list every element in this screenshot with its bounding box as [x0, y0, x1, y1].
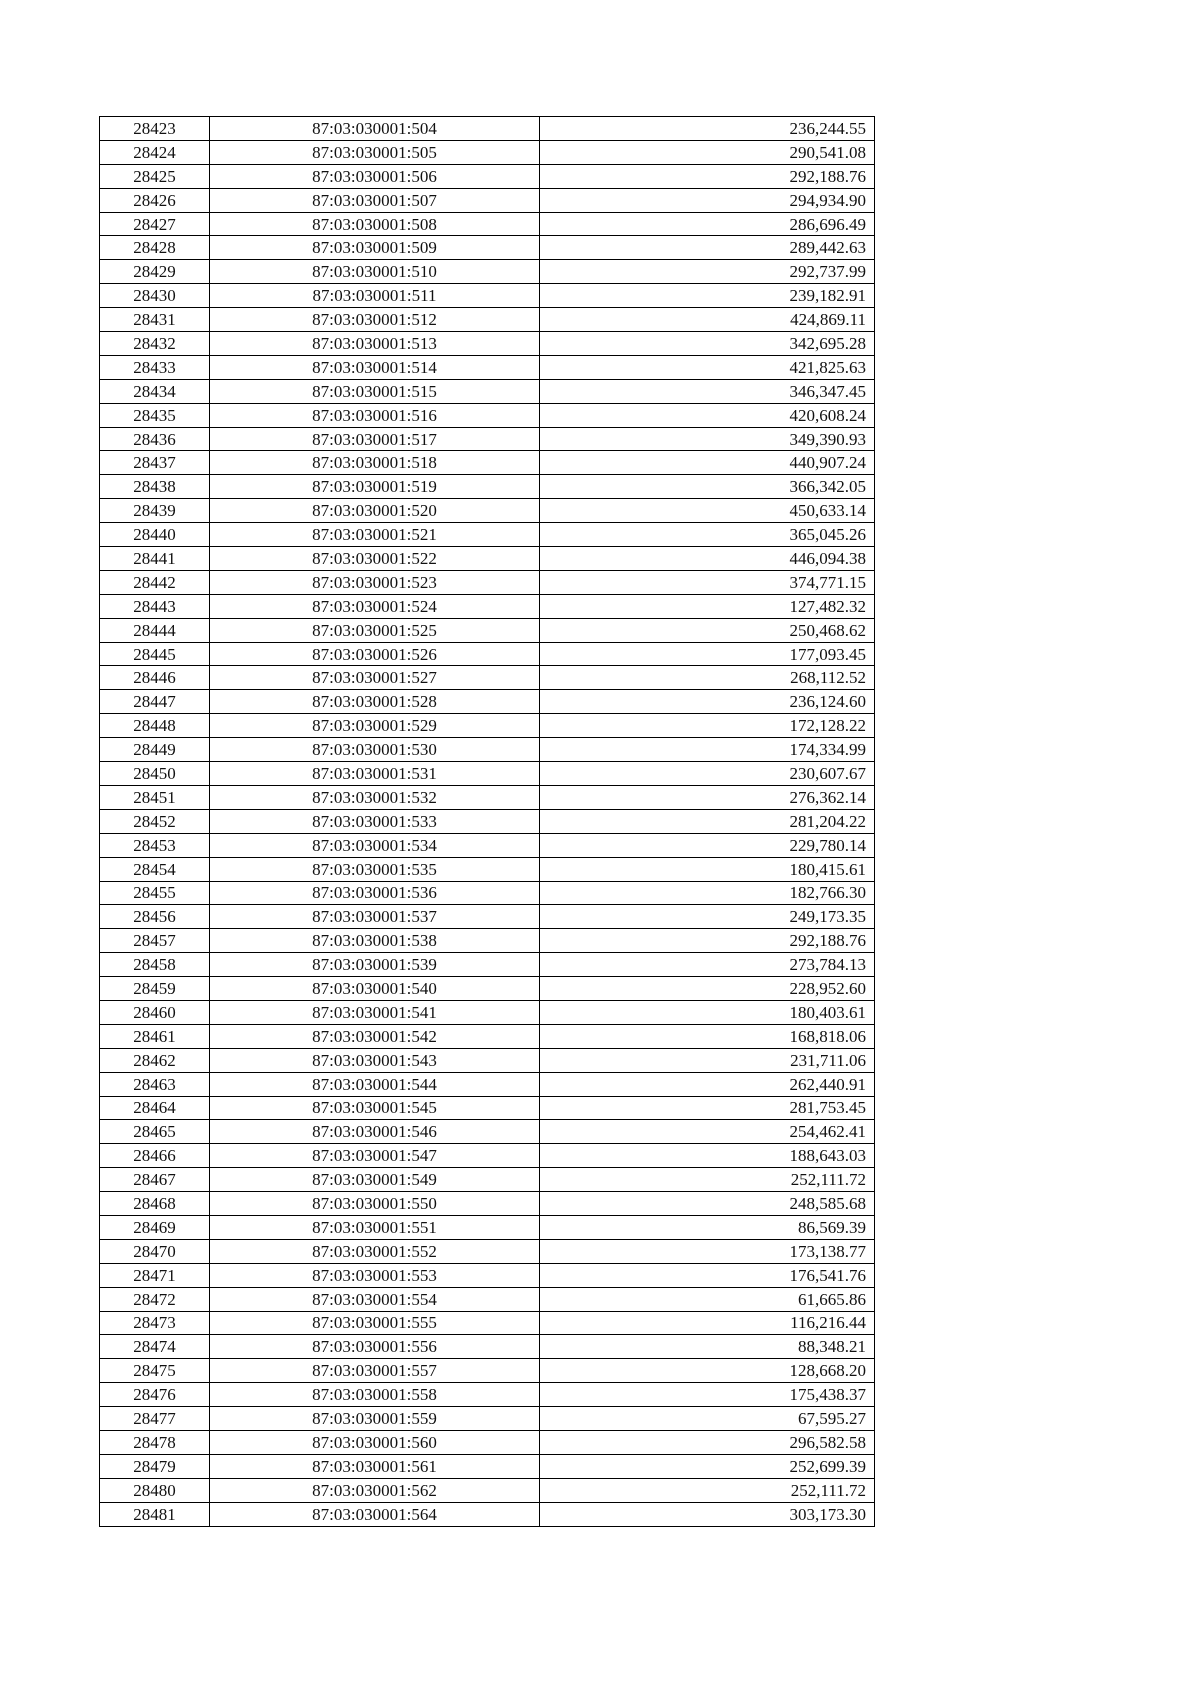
row-number-cell: 28447 — [100, 690, 210, 714]
value-cell: 182,766.30 — [540, 881, 875, 905]
table-row — [100, 642, 875, 666]
row-number-cell: 28438 — [100, 475, 210, 499]
table-row — [100, 594, 875, 618]
table-row — [100, 618, 875, 642]
table-row — [100, 355, 875, 379]
cadastral-number-cell: 87:03:030001:504 — [210, 117, 540, 141]
value-cell: 296,582.58 — [540, 1430, 875, 1454]
cadastral-number-cell: 87:03:030001:530 — [210, 738, 540, 762]
value-cell: 249,173.35 — [540, 905, 875, 929]
table-row — [100, 212, 875, 236]
row-number-cell: 28436 — [100, 427, 210, 451]
row-number-cell: 28463 — [100, 1072, 210, 1096]
value-cell: 180,403.61 — [540, 1000, 875, 1024]
row-number-cell: 28460 — [100, 1000, 210, 1024]
row-number-cell: 28473 — [100, 1311, 210, 1335]
cadastral-number-cell: 87:03:030001:543 — [210, 1048, 540, 1072]
table-row — [100, 738, 875, 762]
row-number-cell: 28428 — [100, 236, 210, 260]
table-row — [100, 1383, 875, 1407]
value-cell: 303,173.30 — [540, 1502, 875, 1526]
table-row — [100, 1287, 875, 1311]
table-row — [100, 1359, 875, 1383]
table-row — [100, 1430, 875, 1454]
row-number-cell: 28443 — [100, 594, 210, 618]
cadastral-number-cell: 87:03:030001:513 — [210, 332, 540, 356]
cadastral-number-cell: 87:03:030001:549 — [210, 1168, 540, 1192]
row-number-cell: 28451 — [100, 785, 210, 809]
value-cell: 346,347.45 — [540, 379, 875, 403]
row-number-cell: 28435 — [100, 403, 210, 427]
row-number-cell: 28423 — [100, 117, 210, 141]
row-number-cell: 28433 — [100, 355, 210, 379]
table-row — [100, 857, 875, 881]
table-row — [100, 523, 875, 547]
value-cell: 168,818.06 — [540, 1024, 875, 1048]
value-cell: 230,607.67 — [540, 762, 875, 786]
value-cell: 176,541.76 — [540, 1263, 875, 1287]
cadastral-number-cell: 87:03:030001:557 — [210, 1359, 540, 1383]
row-number-cell: 28424 — [100, 140, 210, 164]
value-cell: 127,482.32 — [540, 594, 875, 618]
table-row — [100, 236, 875, 260]
value-cell: 424,869.11 — [540, 308, 875, 332]
cadastral-number-cell: 87:03:030001:515 — [210, 379, 540, 403]
table-row — [100, 260, 875, 284]
value-cell: 421,825.63 — [540, 355, 875, 379]
row-number-cell: 28458 — [100, 953, 210, 977]
cadastral-number-cell: 87:03:030001:519 — [210, 475, 540, 499]
row-number-cell: 28477 — [100, 1407, 210, 1431]
table-row — [100, 714, 875, 738]
table-row — [100, 1239, 875, 1263]
cadastral-number-cell: 87:03:030001:541 — [210, 1000, 540, 1024]
cadastral-number-cell: 87:03:030001:535 — [210, 857, 540, 881]
table-row — [100, 1024, 875, 1048]
value-cell: 228,952.60 — [540, 977, 875, 1001]
row-number-cell: 28442 — [100, 570, 210, 594]
value-cell: 289,442.63 — [540, 236, 875, 260]
cadastral-number-cell: 87:03:030001:516 — [210, 403, 540, 427]
cadastral-number-cell: 87:03:030001:524 — [210, 594, 540, 618]
cadastral-number-cell: 87:03:030001:538 — [210, 929, 540, 953]
row-number-cell: 28479 — [100, 1454, 210, 1478]
row-number-cell: 28432 — [100, 332, 210, 356]
row-number-cell: 28480 — [100, 1478, 210, 1502]
table-row — [100, 499, 875, 523]
cadastral-number-cell: 87:03:030001:540 — [210, 977, 540, 1001]
table-row — [100, 427, 875, 451]
table-row — [100, 140, 875, 164]
value-cell: 86,569.39 — [540, 1215, 875, 1239]
cadastral-number-cell: 87:03:030001:537 — [210, 905, 540, 929]
row-number-cell: 28445 — [100, 642, 210, 666]
row-number-cell: 28446 — [100, 666, 210, 690]
table-row — [100, 1502, 875, 1526]
value-cell: 250,468.62 — [540, 618, 875, 642]
cadastral-number-cell: 87:03:030001:556 — [210, 1335, 540, 1359]
cadastral-number-cell: 87:03:030001:526 — [210, 642, 540, 666]
row-number-cell: 28441 — [100, 547, 210, 571]
table-row — [100, 570, 875, 594]
table-row — [100, 1192, 875, 1216]
cadastral-number-cell: 87:03:030001:514 — [210, 355, 540, 379]
cadastral-number-cell: 87:03:030001:550 — [210, 1192, 540, 1216]
table-body — [100, 117, 875, 1527]
table-row — [100, 188, 875, 212]
row-number-cell: 28467 — [100, 1168, 210, 1192]
row-number-cell: 28456 — [100, 905, 210, 929]
value-cell: 236,124.60 — [540, 690, 875, 714]
value-cell: 365,045.26 — [540, 523, 875, 547]
table-row — [100, 953, 875, 977]
cadastral-number-cell: 87:03:030001:520 — [210, 499, 540, 523]
table-row — [100, 690, 875, 714]
cadastral-number-cell: 87:03:030001:558 — [210, 1383, 540, 1407]
table-row — [100, 977, 875, 1001]
value-cell: 88,348.21 — [540, 1335, 875, 1359]
value-cell: 61,665.86 — [540, 1287, 875, 1311]
row-number-cell: 28471 — [100, 1263, 210, 1287]
table-row — [100, 1311, 875, 1335]
row-number-cell: 28430 — [100, 284, 210, 308]
row-number-cell: 28475 — [100, 1359, 210, 1383]
row-number-cell: 28462 — [100, 1048, 210, 1072]
value-cell: 174,334.99 — [540, 738, 875, 762]
row-number-cell: 28465 — [100, 1120, 210, 1144]
value-cell: 252,111.72 — [540, 1478, 875, 1502]
cadastral-number-cell: 87:03:030001:546 — [210, 1120, 540, 1144]
table-row — [100, 1407, 875, 1431]
row-number-cell: 28469 — [100, 1215, 210, 1239]
value-cell: 172,128.22 — [540, 714, 875, 738]
table-row — [100, 308, 875, 332]
table-row — [100, 1335, 875, 1359]
table-row — [100, 809, 875, 833]
row-number-cell: 28450 — [100, 762, 210, 786]
row-number-cell: 28434 — [100, 379, 210, 403]
cadastral-number-cell: 87:03:030001:552 — [210, 1239, 540, 1263]
cadastral-number-cell: 87:03:030001:559 — [210, 1407, 540, 1431]
value-cell: 342,695.28 — [540, 332, 875, 356]
table-row — [100, 1096, 875, 1120]
cadastral-number-cell: 87:03:030001:521 — [210, 523, 540, 547]
cadastral-number-cell: 87:03:030001:523 — [210, 570, 540, 594]
table-row — [100, 1454, 875, 1478]
value-cell: 273,784.13 — [540, 953, 875, 977]
value-cell: 180,415.61 — [540, 857, 875, 881]
value-cell: 268,112.52 — [540, 666, 875, 690]
value-cell: 248,585.68 — [540, 1192, 875, 1216]
value-cell: 173,138.77 — [540, 1239, 875, 1263]
row-number-cell: 28474 — [100, 1335, 210, 1359]
cadastral-number-cell: 87:03:030001:536 — [210, 881, 540, 905]
value-cell: 128,668.20 — [540, 1359, 875, 1383]
cadastral-number-cell: 87:03:030001:507 — [210, 188, 540, 212]
table-row — [100, 905, 875, 929]
value-cell: 177,093.45 — [540, 642, 875, 666]
value-cell: 67,595.27 — [540, 1407, 875, 1431]
row-number-cell: 28466 — [100, 1144, 210, 1168]
row-number-cell: 28431 — [100, 308, 210, 332]
table-row — [100, 666, 875, 690]
row-number-cell: 28439 — [100, 499, 210, 523]
cadastral-number-cell: 87:03:030001:544 — [210, 1072, 540, 1096]
table-row — [100, 379, 875, 403]
table-row — [100, 881, 875, 905]
row-number-cell: 28470 — [100, 1239, 210, 1263]
cadastral-number-cell: 87:03:030001:509 — [210, 236, 540, 260]
cadastral-number-cell: 87:03:030001:539 — [210, 953, 540, 977]
cadastral-number-cell: 87:03:030001:542 — [210, 1024, 540, 1048]
cadastral-number-cell: 87:03:030001:518 — [210, 451, 540, 475]
cadastral-number-cell: 87:03:030001:511 — [210, 284, 540, 308]
row-number-cell: 28437 — [100, 451, 210, 475]
row-number-cell: 28472 — [100, 1287, 210, 1311]
row-number-cell: 28453 — [100, 833, 210, 857]
cadastral-number-cell: 87:03:030001:528 — [210, 690, 540, 714]
value-cell: 366,342.05 — [540, 475, 875, 499]
data-table — [99, 116, 875, 1527]
cadastral-number-cell: 87:03:030001:547 — [210, 1144, 540, 1168]
value-cell: 175,438.37 — [540, 1383, 875, 1407]
value-cell: 420,608.24 — [540, 403, 875, 427]
value-cell: 281,753.45 — [540, 1096, 875, 1120]
cadastral-number-cell: 87:03:030001:551 — [210, 1215, 540, 1239]
row-number-cell: 28426 — [100, 188, 210, 212]
cadastral-number-cell: 87:03:030001:533 — [210, 809, 540, 833]
cadastral-number-cell: 87:03:030001:506 — [210, 164, 540, 188]
table-row — [100, 117, 875, 141]
row-number-cell: 28481 — [100, 1502, 210, 1526]
cadastral-number-cell: 87:03:030001:522 — [210, 547, 540, 571]
value-cell: 281,204.22 — [540, 809, 875, 833]
row-number-cell: 28455 — [100, 881, 210, 905]
value-cell: 446,094.38 — [540, 547, 875, 571]
table-row — [100, 762, 875, 786]
cadastral-number-cell: 87:03:030001:510 — [210, 260, 540, 284]
row-number-cell: 28461 — [100, 1024, 210, 1048]
row-number-cell: 28457 — [100, 929, 210, 953]
row-number-cell: 28464 — [100, 1096, 210, 1120]
value-cell: 286,696.49 — [540, 212, 875, 236]
value-cell: 440,907.24 — [540, 451, 875, 475]
table-row — [100, 451, 875, 475]
cadastral-number-cell: 87:03:030001:534 — [210, 833, 540, 857]
table-row — [100, 1000, 875, 1024]
table-row — [100, 929, 875, 953]
cadastral-number-cell: 87:03:030001:532 — [210, 785, 540, 809]
value-cell: 229,780.14 — [540, 833, 875, 857]
cadastral-number-cell: 87:03:030001:512 — [210, 308, 540, 332]
table-row — [100, 1215, 875, 1239]
cadastral-number-cell: 87:03:030001:545 — [210, 1096, 540, 1120]
table-row — [100, 403, 875, 427]
table-row — [100, 547, 875, 571]
value-cell: 374,771.15 — [540, 570, 875, 594]
cadastral-number-cell: 87:03:030001:562 — [210, 1478, 540, 1502]
cadastral-number-cell: 87:03:030001:517 — [210, 427, 540, 451]
row-number-cell: 28429 — [100, 260, 210, 284]
table-row — [100, 1144, 875, 1168]
cadastral-number-cell: 87:03:030001:561 — [210, 1454, 540, 1478]
value-cell: 292,188.76 — [540, 929, 875, 953]
table-row — [100, 475, 875, 499]
row-number-cell: 28444 — [100, 618, 210, 642]
value-cell: 239,182.91 — [540, 284, 875, 308]
value-cell: 292,188.76 — [540, 164, 875, 188]
table-row — [100, 1048, 875, 1072]
row-number-cell: 28478 — [100, 1430, 210, 1454]
row-number-cell: 28459 — [100, 977, 210, 1001]
table-row — [100, 785, 875, 809]
table-row — [100, 1168, 875, 1192]
cadastral-number-cell: 87:03:030001:531 — [210, 762, 540, 786]
table-row — [100, 833, 875, 857]
value-cell: 450,633.14 — [540, 499, 875, 523]
row-number-cell: 28448 — [100, 714, 210, 738]
row-number-cell: 28468 — [100, 1192, 210, 1216]
cadastral-number-cell: 87:03:030001:554 — [210, 1287, 540, 1311]
cadastral-number-cell: 87:03:030001:564 — [210, 1502, 540, 1526]
value-cell: 276,362.14 — [540, 785, 875, 809]
value-cell: 252,699.39 — [540, 1454, 875, 1478]
value-cell: 254,462.41 — [540, 1120, 875, 1144]
table-row — [100, 1263, 875, 1287]
table-row — [100, 1072, 875, 1096]
cadastral-number-cell: 87:03:030001:525 — [210, 618, 540, 642]
cadastral-number-cell: 87:03:030001:527 — [210, 666, 540, 690]
cadastral-number-cell: 87:03:030001:529 — [210, 714, 540, 738]
row-number-cell: 28476 — [100, 1383, 210, 1407]
value-cell: 262,440.91 — [540, 1072, 875, 1096]
cadastral-number-cell: 87:03:030001:555 — [210, 1311, 540, 1335]
value-cell: 294,934.90 — [540, 188, 875, 212]
table-row — [100, 1478, 875, 1502]
cadastral-number-cell: 87:03:030001:508 — [210, 212, 540, 236]
table-row — [100, 332, 875, 356]
value-cell: 236,244.55 — [540, 117, 875, 141]
cadastral-number-cell: 87:03:030001:505 — [210, 140, 540, 164]
value-cell: 349,390.93 — [540, 427, 875, 451]
value-cell: 231,711.06 — [540, 1048, 875, 1072]
value-cell: 188,643.03 — [540, 1144, 875, 1168]
row-number-cell: 28454 — [100, 857, 210, 881]
row-number-cell: 28427 — [100, 212, 210, 236]
value-cell: 116,216.44 — [540, 1311, 875, 1335]
value-cell: 252,111.72 — [540, 1168, 875, 1192]
table-row — [100, 284, 875, 308]
value-cell: 290,541.08 — [540, 140, 875, 164]
cadastral-number-cell: 87:03:030001:560 — [210, 1430, 540, 1454]
value-cell: 292,737.99 — [540, 260, 875, 284]
table-row — [100, 164, 875, 188]
row-number-cell: 28452 — [100, 809, 210, 833]
table-row — [100, 1120, 875, 1144]
cadastral-number-cell: 87:03:030001:553 — [210, 1263, 540, 1287]
row-number-cell: 28440 — [100, 523, 210, 547]
row-number-cell: 28449 — [100, 738, 210, 762]
row-number-cell: 28425 — [100, 164, 210, 188]
